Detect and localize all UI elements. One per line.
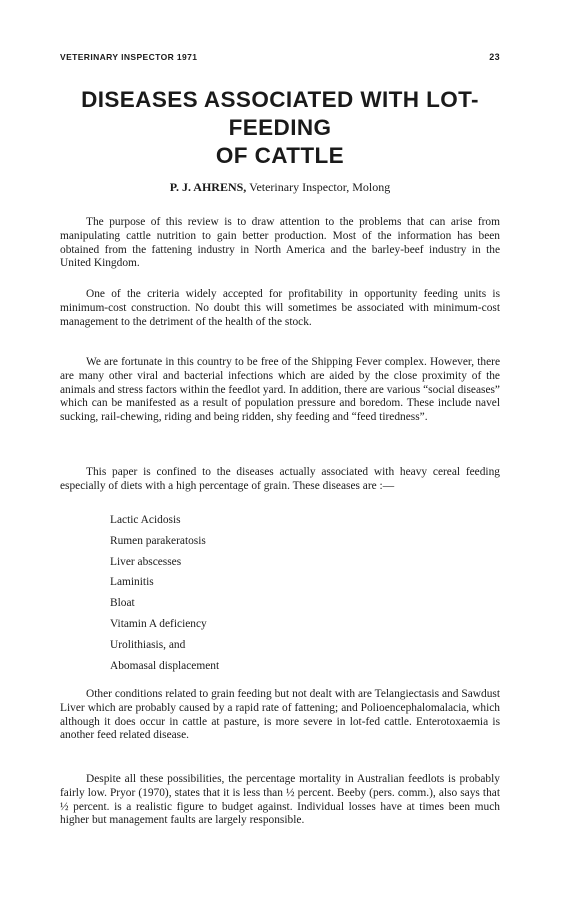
- paragraph-mortality: Despite all these possibilities, the percentage mortality in Australian feedlots is probably fairly low. Pryor (1970), states that it is less than ½ percent. Beeby (pers. comm.), also says that ½ percent. is a realistic figure to budget against. Individual losses have at times been much higher but management faults are largely responsible.: [60, 773, 500, 827]
- disease-list-item: Abomasal displacement: [110, 659, 220, 672]
- author-affiliation: Veterinary Inspector, Molong: [249, 180, 391, 194]
- disease-list-item: Rumen parakeratosis: [110, 534, 206, 547]
- disease-list-item: Laminitis: [110, 576, 154, 589]
- article-title-line-2: OF CATTLE: [215, 143, 345, 168]
- paragraph-other-conditions: Other conditions related to grain feeding but not dealt with are Telangiectasis and Sawdust Liver which are probably caused by a rapid rate of fattening; and Polioencephalomalacia, which although it does occur in cattle at pasture, is more severe in lot-fed cattle. Enterotoxaemia is another feed related disease.: [60, 688, 500, 742]
- page-number: 23: [489, 52, 500, 62]
- article-title: [30, 86, 530, 170]
- paragraph-criteria: One of the criteria widely accepted for profitability in opportunity feeding units is minimum-cost construction. No doubt this will sometimes be associated with minimum-cost management to the detriment of the health of the stock.: [60, 288, 500, 328]
- disease-list-item: Liver abscesses: [110, 555, 182, 568]
- disease-list: [110, 510, 219, 676]
- author-name: P. J. AHRENS,: [169, 180, 247, 194]
- disease-list-item: Bloat: [110, 597, 135, 610]
- article-title-line-1: DISEASES ASSOCIATED WITH LOT-FEEDING: [81, 87, 479, 140]
- paragraph-shipping-fever: We are fortunate in this country to be free of the Shipping Fever complex. However, there are many other viral and bacterial infections which are aided by the close proximity of the animals and stress factors within the feedlot yard. In addition, there are various “social diseases” which can be manifested as a result of population pressure and boredom. These include navel sucking, rail-chewing, riding and being ridden, shy feeding and “feed tiredness”.: [60, 356, 500, 424]
- paragraph-scope: This paper is confined to the diseases actually associated with heavy cereal feeding especially of diets with a high percentage of grain. These diseases are :—: [60, 466, 500, 492]
- disease-list-item: Lactic Acidosis: [110, 514, 181, 526]
- paragraph-purpose: The purpose of this review is to draw attention to the problems that can arise from manipulating cattle nutrition to gain better production. Most of the information has been obtained from the fattening industry in North America and the barley-beef industry in the United Kingdom.: [60, 216, 500, 270]
- disease-list-item: Vitamin A deficiency: [110, 617, 207, 630]
- running-header: [60, 52, 500, 62]
- author-line: [30, 180, 530, 195]
- running-title: VETERINARY INSPECTOR 1971: [60, 52, 198, 62]
- disease-list-item: Urolithiasis, and: [110, 638, 186, 651]
